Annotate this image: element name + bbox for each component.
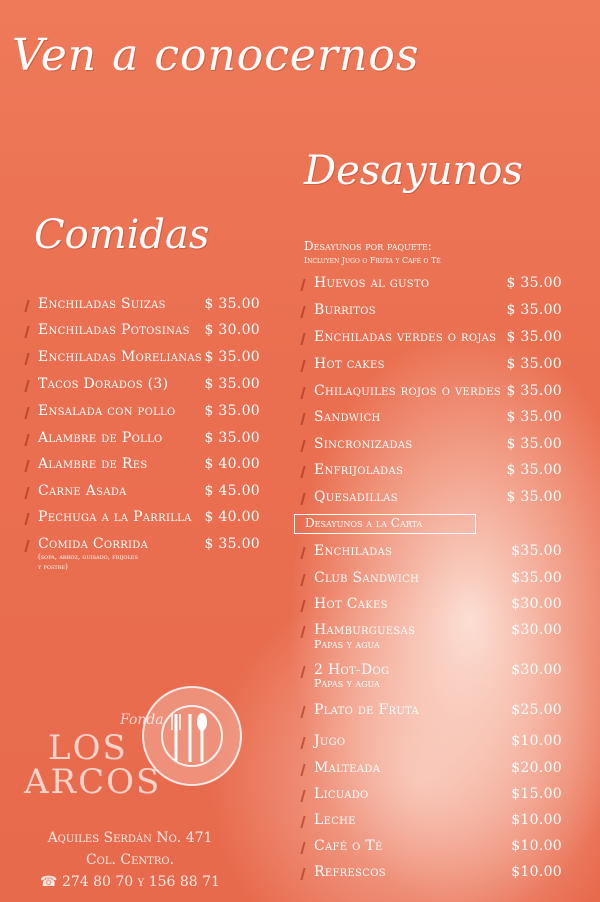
paquete-subheader: Incluyen Jugo o Fruta y Café o Té [304,256,441,265]
carta-header: Desayunos a la Carta [294,514,476,534]
item-note: Papas y agua [314,638,380,651]
tagline-title: Ven a conocernos [12,30,420,81]
menu-item: Carne Asada $ 45.00 [38,483,260,499]
tick-mark [300,279,311,291]
brand-arcos: ARCOS [24,762,162,802]
menu-item: Hot cakes $ 35.00 [314,356,562,372]
menu-item: Enfrijoladas $ 35.00 [314,462,562,478]
menu-item: Leche $10.00 [314,812,562,828]
menu-item: Refrescos $10.00 [314,864,562,880]
paquete-header: Desayunos por paquete: [304,239,432,253]
tick-mark [24,513,35,525]
menu-item: Enchiladas verdes o rojas $ 35.00 [314,329,562,345]
tick-mark [24,326,35,338]
tick-mark [300,466,311,478]
tick-mark [300,600,311,612]
tick-mark [24,300,35,312]
tick-mark [300,706,311,718]
menu-item: Licuado $15.00 [314,786,562,802]
address-line: Aquiles Serdán No. 471 [47,830,213,846]
tick-mark [300,493,311,505]
menu-item: Chilaquiles rojos o verdes $ 35.00 [314,383,562,399]
tick-mark [24,380,35,392]
item-note: Papas y agua [314,677,380,690]
menu-item: Huevos al gusto $ 35.00 [314,275,562,291]
menu-item: Enchiladas Suizas $ 35.00 [38,296,260,312]
menu-item: Pechuga a la Parrilla $ 40.00 [38,509,260,525]
tick-mark [300,440,311,452]
menu-item: Alambre de Res $ 40.00 [38,456,260,472]
menu-item: Sincronizadas $ 35.00 [314,436,562,452]
menu-item: Enchiladas $35.00 [314,543,562,559]
tick-mark [300,816,311,828]
menu-item: Sandwich $ 35.00 [314,409,562,425]
item-note: y postre) [38,563,68,571]
menu-item: Hot Cakes $30.00 [314,596,562,612]
brand-los: LOS [48,728,128,768]
tick-mark [24,487,35,499]
tick-mark [300,360,311,372]
menu-item: Club Sandwich $35.00 [314,570,562,586]
menu-item: Alambre de Pollo $ 35.00 [38,430,260,446]
tick-mark [300,626,311,638]
menu-item: Enchiladas Morelianas $ 35.00 [38,349,260,365]
menu-item: Tacos Dorados (3) $ 35.00 [38,376,260,392]
menu-item: Hamburguesas $30.00 [314,622,562,638]
menu-item: Comida Corrida $ 35.00 [38,536,260,552]
tick-mark [300,306,311,318]
tick-mark [24,434,35,446]
phone-line [30,874,230,890]
menu-item: Quesadillas $ 35.00 [314,489,562,505]
tick-mark [24,540,35,552]
tick-mark [24,460,35,472]
tick-mark [300,790,311,802]
tick-mark [300,387,311,399]
tick-mark [300,574,311,586]
tick-mark [300,737,311,749]
menu-item: 2 Hot-Dog $30.00 [314,662,562,678]
menu-item: Burritos $ 35.00 [314,302,562,318]
tick-mark [24,407,35,419]
menu-item: Jugo $10.00 [314,733,562,749]
menu-item: Enchiladas Potosinas $ 30.00 [38,322,260,338]
colonia-line: Col. Centro. [85,852,175,868]
tick-mark [300,547,311,559]
phone-numbers: 274 80 70 y 156 88 71 [61,874,220,890]
menu-item: Café o Té $10.00 [314,838,562,854]
menu-item: Plato de Fruta $25.00 [314,702,562,718]
menu-item: Malteada $20.00 [314,760,562,776]
tick-mark [300,868,311,880]
menu-item: Ensalada con pollo $ 35.00 [38,403,260,419]
item-note: (sopa, arroz, guisado, frijoles [38,553,138,561]
tick-mark [300,413,311,425]
tick-mark [300,333,311,345]
tick-mark [300,842,311,854]
tick-mark [300,764,311,776]
phone-icon: ☎ [40,874,62,890]
tick-mark [300,666,311,678]
brand-fonda: Fonda [120,712,164,728]
desayunos-title: Desayunos [304,148,523,194]
comidas-title: Comidas [34,212,210,258]
tick-mark [24,353,35,365]
